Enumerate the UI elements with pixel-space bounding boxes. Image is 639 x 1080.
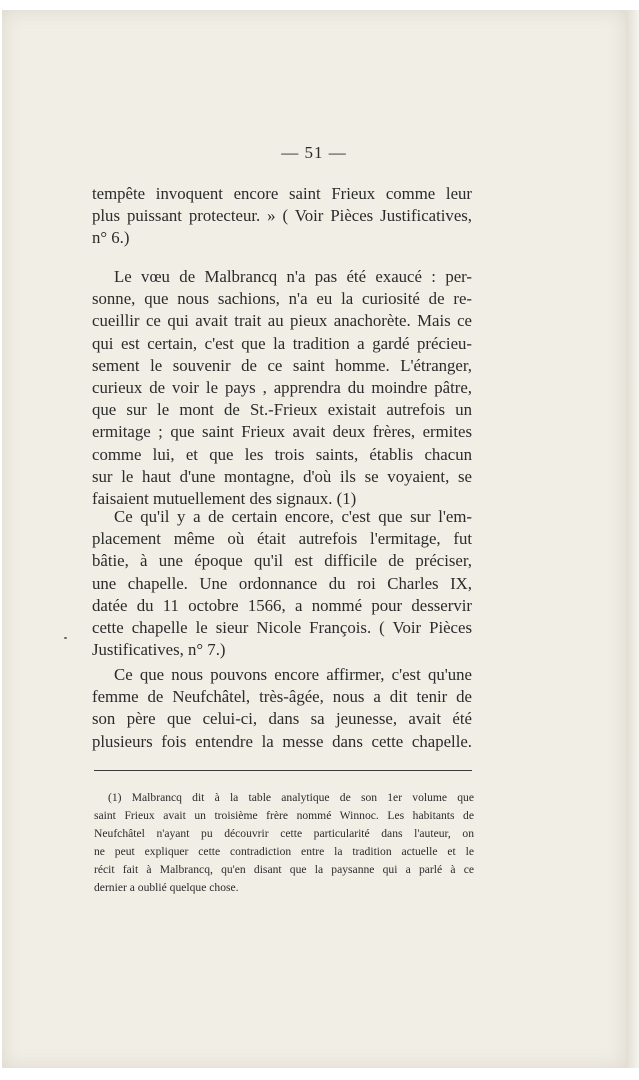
footnote-line: dernier a oublié quelque chose. — [94, 881, 239, 894]
paragraph — [92, 183, 472, 250]
footnote-line: Neufchâtel n'ayant pu découvrir cette particularité dans l'auteur, on — [94, 827, 474, 840]
text-line: comme lui, et que les trois saints, établis chacun — [92, 444, 472, 464]
text-line: faisaient mutuellement des signaux. (1) — [92, 488, 357, 508]
text-line: tempête invoquent encore saint Frieux comme leur — [92, 184, 472, 203]
text-line: datée du 11 octobre 1566, a nommé pour desservir — [92, 595, 472, 615]
footnote-line: saint Frieux avait un troisième frère nommé Winnoc. Les habitants de — [94, 809, 474, 822]
footnote-line: ne peut expliquer cette contradiction entre la tradition actuelle et le — [94, 845, 474, 858]
text-line: Le vœu de Malbrancq n'a pas été exaucé : per- — [114, 267, 472, 286]
text-line: bâtie, à une époque qu'il est difficile de préciser, — [92, 551, 472, 571]
text-line: femme de Neufchâtel, très-âgée, nous a dit tenir de — [92, 687, 472, 707]
text-line: qui est certain, c'est que la tradition a gardé précieu- — [92, 333, 472, 353]
text-line: n° 6.) — [92, 228, 130, 248]
text-line: plus puissant protecteur. » ( Voir Pièces Justificatives, — [92, 206, 472, 226]
text-line: curieux de voir le pays , apprendra du moindre pâtre, — [92, 377, 472, 397]
text-line: une chapelle. Une ordonnance du roi Charles IX, — [92, 573, 472, 593]
book-page — [2, 10, 626, 1068]
text-line: Ce que nous pouvons encore affirmer, c'est qu'une — [114, 665, 472, 684]
text-line: Ce qu'il y a de certain encore, c'est que sur l'em- — [114, 507, 472, 526]
paragraph — [92, 664, 472, 753]
page-number: — 51 — — [281, 143, 347, 162]
footnote-line: (1) Malbrancq dit à la table analytique de son 1er volume que — [108, 791, 474, 804]
paragraph — [92, 506, 472, 661]
text-line: sonne, que nous sachions, n'a eu la curiosité de re- — [92, 289, 472, 309]
footnote-line: récit fait à Malbrancq, qu'en disant que la paysanne qui a parlé à ce — [94, 863, 474, 876]
text-line: sur le haut d'une montagne, d'où ils se voyaient, se — [92, 466, 472, 486]
paragraph — [92, 266, 472, 510]
footnote — [94, 789, 474, 897]
text-line: Justificatives, n° 7.) — [92, 640, 226, 660]
text-line: que sur le mont de St.-Frieux existait autrefois un — [92, 400, 472, 420]
paper-speck — [64, 637, 67, 639]
text-line: placement même où était autrefois l'ermitage, fut — [92, 529, 472, 549]
text-line: sement le souvenir de ce saint homme. L'étranger, — [92, 355, 472, 375]
text-line: ermitage ; que saint Frieux avait deux frères, ermites — [92, 422, 472, 442]
footnote-separator — [94, 770, 472, 771]
text-line: cette chapelle le sieur Nicole François. ( Voir Pièces — [92, 617, 472, 637]
text-line: cueillir ce qui avait trait au pieux anachorète. Mais ce — [92, 311, 472, 331]
text-line: son père que celui-ci, dans sa jeunesse, avait été — [92, 709, 472, 729]
page-edge — [626, 10, 639, 1068]
text-line: plusieurs fois entendre la messe dans cette chapelle. — [92, 731, 472, 751]
